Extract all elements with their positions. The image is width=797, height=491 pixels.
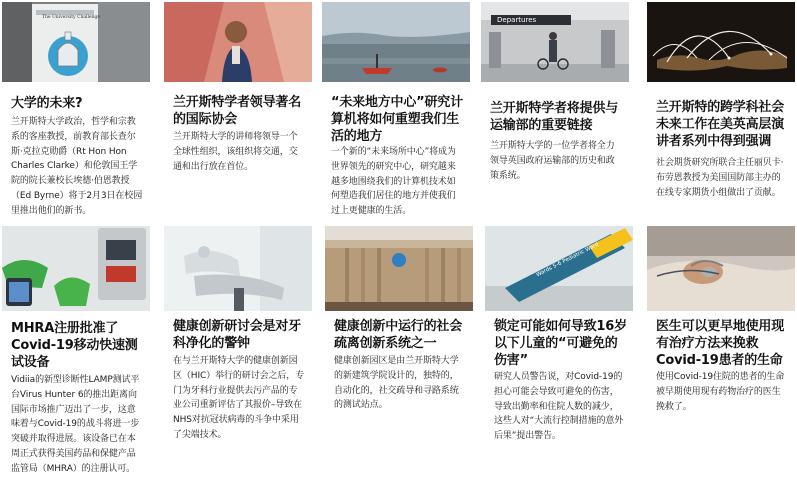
news-card-2[interactable] (164, 2, 312, 222)
news-card-7[interactable] (164, 226, 312, 488)
card-1-summary: 兰开斯特大学政治，哲学和宗教系的客座教授，前教育部长查尔斯·克拉克勋爵（Rt Hon Hon Charles Clarke）和伦敦国王学院的院长兼校长埃德·伯恩教授（Ed Byrne）将于2月3日在校园里推出他们的新书。 (11, 117, 143, 216)
card-9-title[interactable]: 锁定可能如何导致16岁以下儿童的“可避免的伤害” (494, 319, 627, 368)
card-3-image[interactable] (322, 2, 470, 82)
card-4-image[interactable] (481, 2, 629, 82)
card-4-summary: 兰开斯特大学的一位学者将全力领导英国政府运输部的历史和政策系统。 (490, 141, 615, 181)
card-2-image[interactable] (164, 2, 312, 82)
card-7-summary: 在与兰开斯特大学的健康创新园区（HIC）举行的研讨会之后，专门为牙科行业提供去污产品的专业公司重新评估了其报价–导致在NHS对抗冠状病毒的斗争中采用了尖端技术。 (173, 356, 305, 440)
news-card-4[interactable] (481, 2, 629, 222)
card-2-summary: 兰开斯特大学的讲师将领导一个全球性组织，该组织将交通，交通和出行放在首位。 (173, 132, 298, 172)
news-card-8[interactable] (325, 226, 473, 488)
card-5-image[interactable] (647, 2, 795, 82)
card-3-summary: 一个新的“未来场所中心”将成为世界领先的研究中心，研究越来越多地围绕我们的计算机技术如何塑造我们居住的地方并使我们过上更健康的生活。 (331, 147, 456, 217)
card-10-title[interactable]: 医生可以更早地使用现有治疗方法来挽救Covid-19患者的生命 (656, 319, 785, 368)
card-6-title[interactable]: MHRA注册批准了Covid-19移动快速测试设备 (11, 321, 138, 370)
card-10-summary: 使用Covid-19住院的患者的生命被早期使用现有药物治疗的医生挽救了。 (656, 372, 785, 412)
card-8-title[interactable]: 健康创新中运行的社会疏离创新系统之一 (334, 319, 463, 351)
card-1-title[interactable]: 大学的未来? (11, 96, 83, 111)
card-6-summary: Vidiia的新型诊断性LAMP测试平台Virus Hunter 6的推出距离向国际市场推广迈出了一步，这意味着与Covid-19的战斗将进一步突破并取得进展。该设备已在本周正式获得美国药品和保健产品监管局（MHRA）的注册认可。 (11, 375, 140, 474)
card-4-image-label: Departures (497, 16, 537, 24)
news-card-10[interactable] (647, 226, 795, 488)
card-2-title[interactable]: 兰开斯特学者领导著名的国际协会 (173, 95, 302, 127)
card-8-image[interactable] (325, 226, 473, 311)
card-6-image[interactable] (2, 226, 150, 311)
card-1-image-label: The University Challenge (42, 15, 101, 20)
card-7-image[interactable] (164, 226, 312, 311)
news-card-3[interactable] (322, 2, 470, 222)
news-card-5[interactable] (647, 2, 795, 222)
card-1-image[interactable] (2, 2, 150, 82)
card-3-title[interactable]: “未来地方中心”研究计算机将如何重塑我们生活的地方 (331, 95, 463, 144)
news-card-9[interactable] (485, 226, 633, 488)
news-card-1[interactable] (2, 2, 150, 222)
card-10-image[interactable] (647, 226, 795, 311)
card-5-title[interactable]: 兰开斯特的跨学科社会未来工作在美英高层演讲者系列中得到强调 (656, 100, 785, 149)
card-8-summary: 健康创新园区是由兰开斯特大学的新建筑学院设计的，独特的，自动化的，社交疏导和寻路系统的测试站点。 (334, 356, 459, 411)
card-7-title[interactable]: 健康创新研讨会是对牙科净化的警钟 (173, 319, 302, 351)
card-9-summary: 研究人员警告说，对Covid-19的担心可能会导致可避免的伤害，导致出勤率和住院人数的减少，这些人对“大流行控制措施的意外后果”提出警告。 (494, 372, 624, 442)
news-card-6[interactable] (2, 226, 150, 488)
card-5-summary: 社会期货研究所联合主任丽贝卡·布劳恩教授为美国国防部主办的在线专家期货小组做出了贡献。 (656, 158, 784, 198)
card-4-title[interactable]: 兰开斯特学者将提供与运输部的重要链接 (490, 101, 619, 133)
card-9-image-label: Wards 5-6 Pediatric Ward (535, 241, 600, 279)
